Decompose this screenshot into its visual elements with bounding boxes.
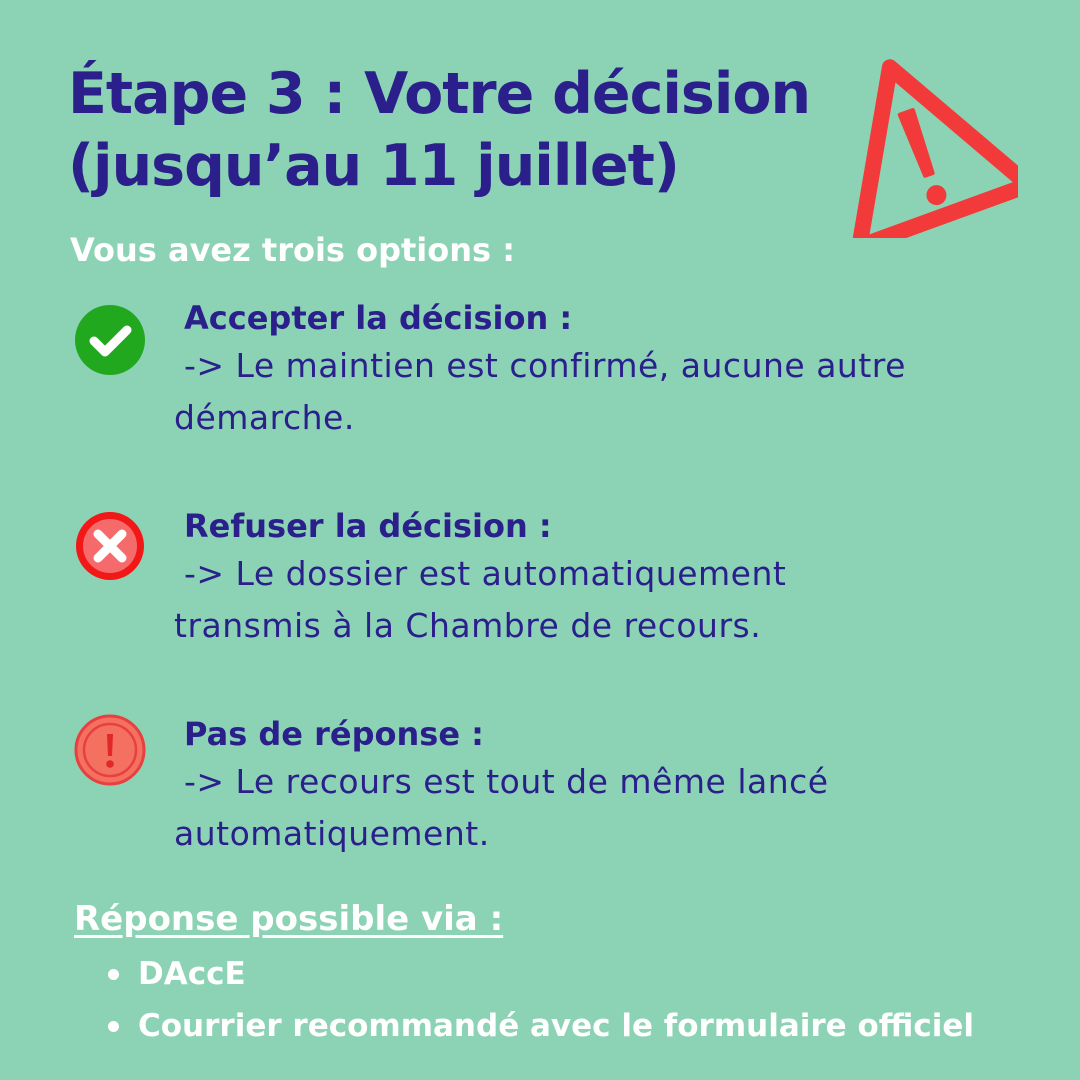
cross-circle-icon — [74, 510, 146, 582]
option-no-answer-desc-line-1: -> Le recours est tout de même lancé — [184, 762, 829, 801]
option-no-answer-title: Pas de réponse : — [184, 715, 484, 753]
option-accept-description — [174, 340, 1034, 444]
list-item: DAccE — [108, 948, 974, 1000]
options-intro: Vous avez trois options : — [70, 231, 516, 269]
option-refuse-desc-line-1: -> Le dossier est automatiquement — [184, 554, 787, 593]
warning-triangle-icon — [822, 52, 1018, 238]
option-accept-title: Accepter la décision : — [184, 299, 573, 337]
response-channels-title: Réponse possible via : — [74, 899, 504, 939]
option-accept-desc-line-1: -> Le maintien est confirmé, aucune autre — [184, 346, 906, 385]
option-refuse-title: Refuser la décision : — [184, 507, 552, 545]
page-title-line-2: (jusqu’au 11 juillet) — [68, 133, 679, 199]
option-refuse-description — [174, 548, 1034, 652]
page-title — [68, 58, 828, 202]
response-channels-list — [108, 948, 974, 1052]
option-no-answer-desc-line-2: automatiquement. — [174, 814, 490, 853]
option-accept-desc-line-2: démarche. — [174, 398, 355, 437]
option-refuse-desc-line-2: transmis à la Chambre de recours. — [174, 606, 762, 645]
check-circle-icon — [74, 304, 146, 376]
page-title-line-1: Étape 3 : Votre décision — [68, 61, 811, 127]
exclamation-circle-icon — [74, 714, 146, 786]
list-item: Courrier recommandé avec le formulaire officiel — [108, 1000, 974, 1052]
option-no-answer-description — [174, 756, 1034, 860]
